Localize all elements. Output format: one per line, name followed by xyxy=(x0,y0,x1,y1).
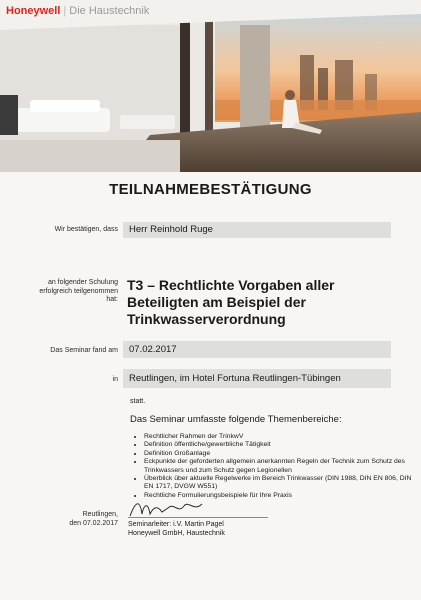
course-label-line-2: erfolgreich teilgenommen xyxy=(39,287,118,295)
seminar-location: Reutlingen, im Hotel Fortuna Reutlingen-Tübingen xyxy=(129,373,341,384)
topic-item: • Definition öffentliche/gewerbliche Tätigkeit xyxy=(144,441,412,449)
date-field xyxy=(123,341,391,358)
company-name: Honeywell GmbH, Haustechnik xyxy=(128,530,225,537)
seminar-leader: Seminarleiter: i.V. Martin Pagel xyxy=(128,521,224,528)
place-text: Reutlingen, xyxy=(82,511,118,518)
page-title: TEILNAHMEBESTÄTIGUNG xyxy=(109,181,312,198)
course-label xyxy=(39,279,118,305)
course-label-line-3: hat: xyxy=(106,296,118,303)
place-date xyxy=(69,510,118,528)
topic-item: • Überblick über aktuelle Regelwerke im Bereich Trinkwasser (DIN 1988, DIN EN 806, DIN EN 1717, DVGW W551) xyxy=(144,475,412,492)
topic-item: • Eckpunkte der geforderten allgemein anerkannten Regeln der Technik zum Schutz des Trinkwassers und zum Schutz gegen Legionellen xyxy=(144,458,412,475)
topic-item: • Definition Großanlage xyxy=(144,450,412,458)
confirm-label: Wir bestätigen, dass xyxy=(54,226,118,233)
brand-logo xyxy=(6,5,149,17)
participant-name: Herr Reinhold Ruge xyxy=(129,224,213,235)
signing-date: den 07.02.2017 xyxy=(69,520,118,527)
brand-divider: | xyxy=(63,5,67,17)
participant-field xyxy=(123,222,391,238)
interior-terrace-photo xyxy=(0,0,421,172)
course-label-line-1: an folgender Schulung xyxy=(47,279,118,286)
location-label: in xyxy=(112,376,118,383)
course-title-line-3: Trinkwasserverordnung xyxy=(127,311,286,327)
brand-subtitle: Die Haustechnik xyxy=(69,5,150,17)
signature-line xyxy=(128,517,268,518)
date-label: Das Seminar fand am xyxy=(50,347,118,354)
topic-item: • Rechtlicher Rahmen der TrinkwV xyxy=(144,433,412,441)
topics-list xyxy=(132,433,412,500)
topics-intro: Das Seminar umfasste folgende Themenbereiche: xyxy=(130,414,342,425)
seminar-leader-block xyxy=(128,520,225,538)
location-field xyxy=(123,369,391,388)
brand-name: Honeywell xyxy=(6,5,61,17)
course-title-line-2: Beteiligten am Beispiel der xyxy=(127,294,306,310)
header-photo xyxy=(0,0,421,172)
topic-item: • Rechtliche Formulierungsbeispiele für Ihre Praxis xyxy=(144,492,412,500)
course-title xyxy=(127,277,397,328)
seminar-date: 07.02.2017 xyxy=(129,344,177,355)
course-title-line-1: T3 – Rechtlichte Vorgaben aller xyxy=(127,277,335,293)
statt-text: statt. xyxy=(130,398,146,405)
